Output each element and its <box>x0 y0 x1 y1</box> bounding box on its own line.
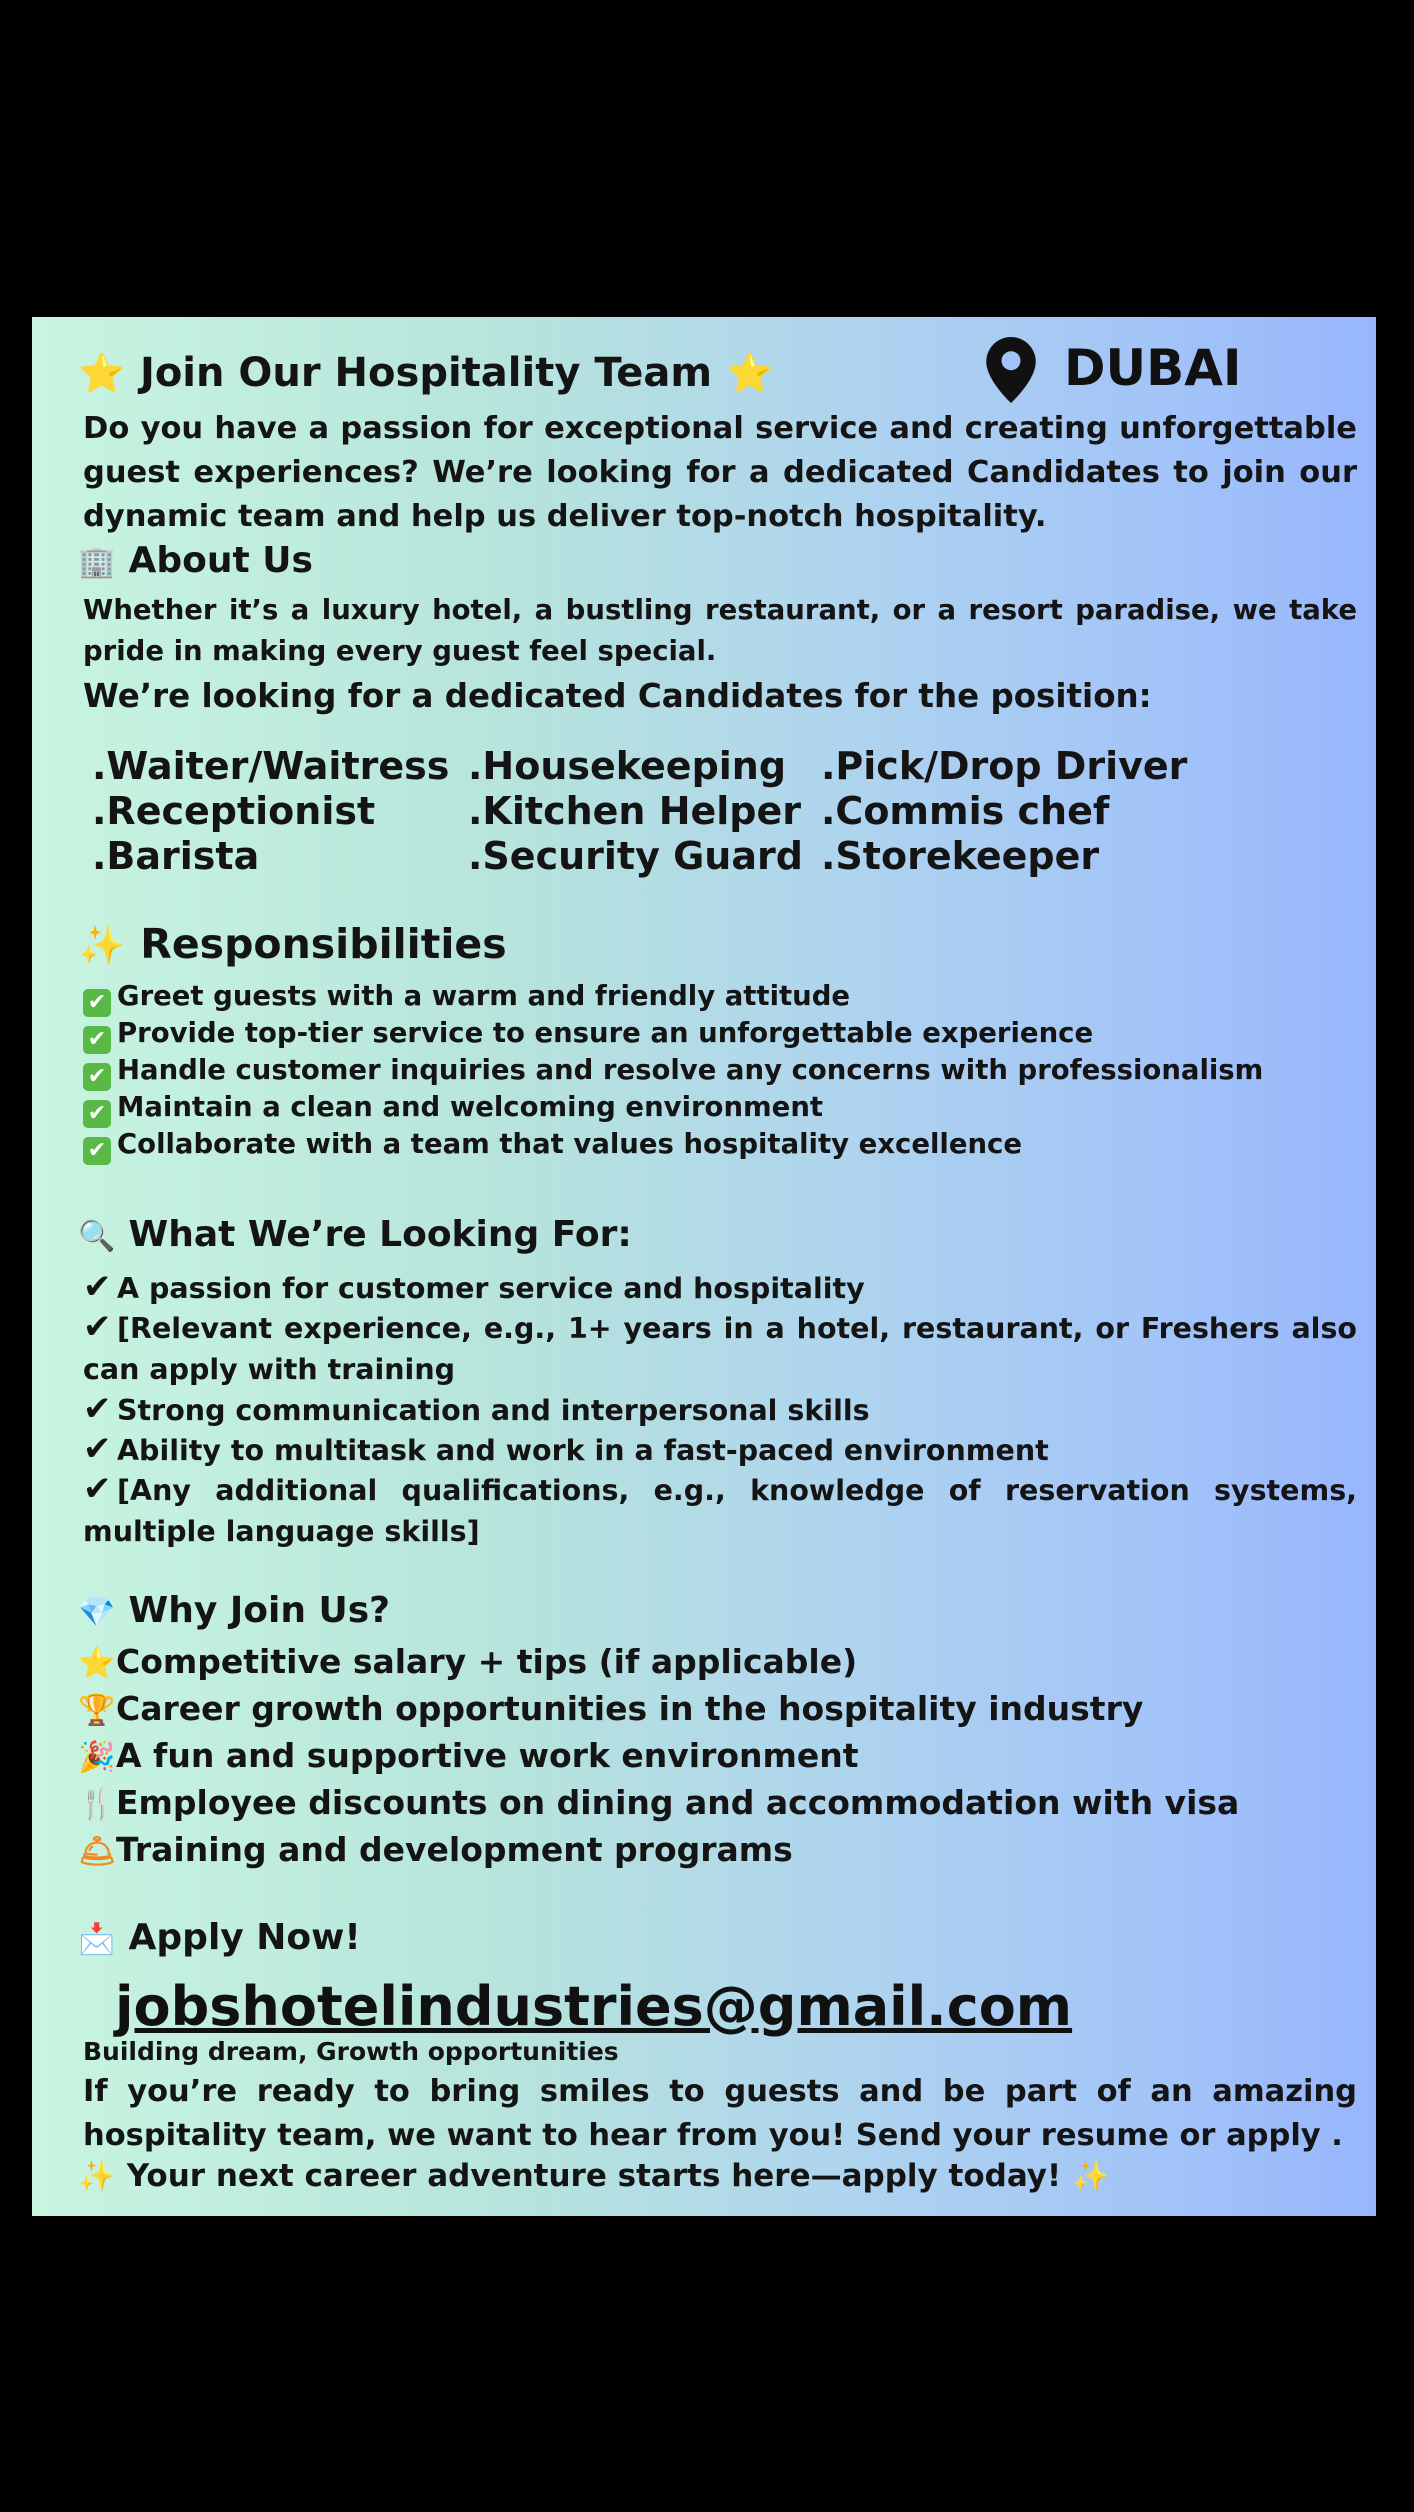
position-item: .Pick/Drop Driver <box>821 744 1188 788</box>
position-item: .Barista <box>92 834 260 878</box>
list-item: ✔ Handle customer inquiries and resolve any concerns with professionalism <box>83 1054 1263 1091</box>
position-item: .Storekeeper <box>821 834 1100 878</box>
check-box-icon: ✔ <box>83 1100 111 1128</box>
check-box-icon: ✔ <box>83 1063 111 1091</box>
list-item: ✔ [Any additional qualifications, e.g., knowledge of reservation systems, multiple language skills] <box>83 1469 1357 1548</box>
list-item: 🏆Career growth opportunities in the hospitality industry <box>78 1689 1144 1728</box>
apply-heading-row <box>78 1917 361 1958</box>
positions-heading: We’re looking for a dedicated Candidates for the position: <box>83 677 1152 715</box>
closing-paragraph: If you’re ready to bring smiles to guests and be part of an amazing hospitality team, we want to hear from you! Send your resume or apply . <box>83 2074 1357 2153</box>
position-item: .Commis chef <box>821 789 1110 833</box>
list-item: ✔ Collaborate with a team that values hospitality excellence <box>83 1128 1022 1165</box>
party-popper-icon: 🎉 <box>78 1740 116 1775</box>
position-item: .Receptionist <box>92 789 376 833</box>
list-item: ✔ Strong communication and interpersonal skills <box>83 1389 870 1429</box>
list-item: 🎉A fun and supportive work environment <box>78 1736 859 1775</box>
magnifier-icon: 🔍 <box>78 1219 116 1254</box>
poster-title: Join Our Hospitality Team <box>139 350 713 396</box>
position-item: .Housekeeping <box>468 744 787 788</box>
sparkles-icon: ✨ <box>1072 2159 1110 2194</box>
tagline: Building dream, Growth opportunities <box>83 2037 619 2066</box>
list-item: ✔ A passion for customer service and hospitality <box>83 1267 865 1307</box>
list-item: ✔ Ability to multitask and work in a fast-paced environment <box>83 1429 1049 1469</box>
star-icon: ⭐ <box>78 351 126 395</box>
sparkles-icon: ✨ <box>78 923 126 967</box>
intro-paragraph: Do you have a passion for exceptional service and creating unforgettable guest experiences? We’re looking for a dedicated Candidates to join our dynamic team and help us deliver top-notch hospitality. <box>83 411 1357 534</box>
list-item: ✔ [Relevant experience, e.g., 1+ years in a hotel, restaurant, or Freshers also can apply with training <box>83 1307 1357 1386</box>
apply-heading: Apply Now! <box>128 1917 361 1958</box>
position-item: .Kitchen Helper <box>468 789 802 833</box>
location-label: DUBAI <box>1064 339 1242 397</box>
looking-for-heading: What We’re Looking For: <box>128 1214 632 1255</box>
final-line: ✨ Your next career adventure starts here—apply today! ✨ <box>78 2158 1110 2194</box>
fork-knife-icon: 🍴 <box>78 1787 116 1822</box>
envelope-icon: 📩 <box>78 1922 116 1957</box>
checkmark-icon: ✔ <box>83 1429 112 1469</box>
checkmark-icon: ✔ <box>83 1469 112 1509</box>
check-box-icon: ✔ <box>83 1026 111 1054</box>
poster-title-row <box>78 350 774 396</box>
position-item: .Waiter/Waitress <box>92 744 450 788</box>
why-join-heading-row <box>78 1590 390 1631</box>
about-heading: About Us <box>128 540 313 581</box>
check-box-icon: ✔ <box>83 989 111 1017</box>
sparkles-icon: ✨ <box>78 2159 116 2194</box>
list-item: ✔ Greet guests with a warm and friendly attitude <box>83 980 850 1017</box>
building-icon: 🏢 <box>78 545 116 580</box>
job-poster <box>32 317 1376 2216</box>
responsibilities-heading: Responsibilities <box>140 920 507 968</box>
trophy-icon: 🏆 <box>78 1693 116 1728</box>
responsibilities-heading-row <box>78 920 507 968</box>
about-heading-row <box>78 540 313 581</box>
list-item: ⭐Competitive salary + tips (if applicable) <box>78 1642 858 1681</box>
location-pin-icon <box>986 337 1036 403</box>
checkmark-icon: ✔ <box>83 1307 112 1347</box>
checkmark-icon: ✔ <box>83 1389 112 1429</box>
gem-icon: 💎 <box>78 1595 116 1630</box>
checkmark-icon: ✔ <box>83 1267 112 1307</box>
list-item: 🍴Employee discounts on dining and accommodation with visa <box>78 1783 1240 1822</box>
list-item: ✔ Provide top-tier service to ensure an unforgettable experience <box>83 1017 1093 1054</box>
looking-for-heading-row <box>78 1214 632 1255</box>
position-item: .Security Guard <box>468 834 803 878</box>
check-box-icon: ✔ <box>83 1137 111 1165</box>
star-icon: ⭐ <box>78 1646 116 1681</box>
star-icon: ⭐ <box>726 351 774 395</box>
list-item: 🛎Training and development programs <box>78 1830 793 1869</box>
why-join-heading: Why Join Us? <box>128 1590 391 1631</box>
bell-icon: 🛎 <box>78 1834 117 1869</box>
about-text: Whether it’s a luxury hotel, a bustling restaurant, or a resort paradise, we take pride in making every guest feel special. <box>83 594 1357 667</box>
list-item: ✔ Maintain a clean and welcoming environment <box>83 1091 823 1128</box>
email-link[interactable]: jobshotelindustries@gmail.com <box>115 1975 1073 2038</box>
